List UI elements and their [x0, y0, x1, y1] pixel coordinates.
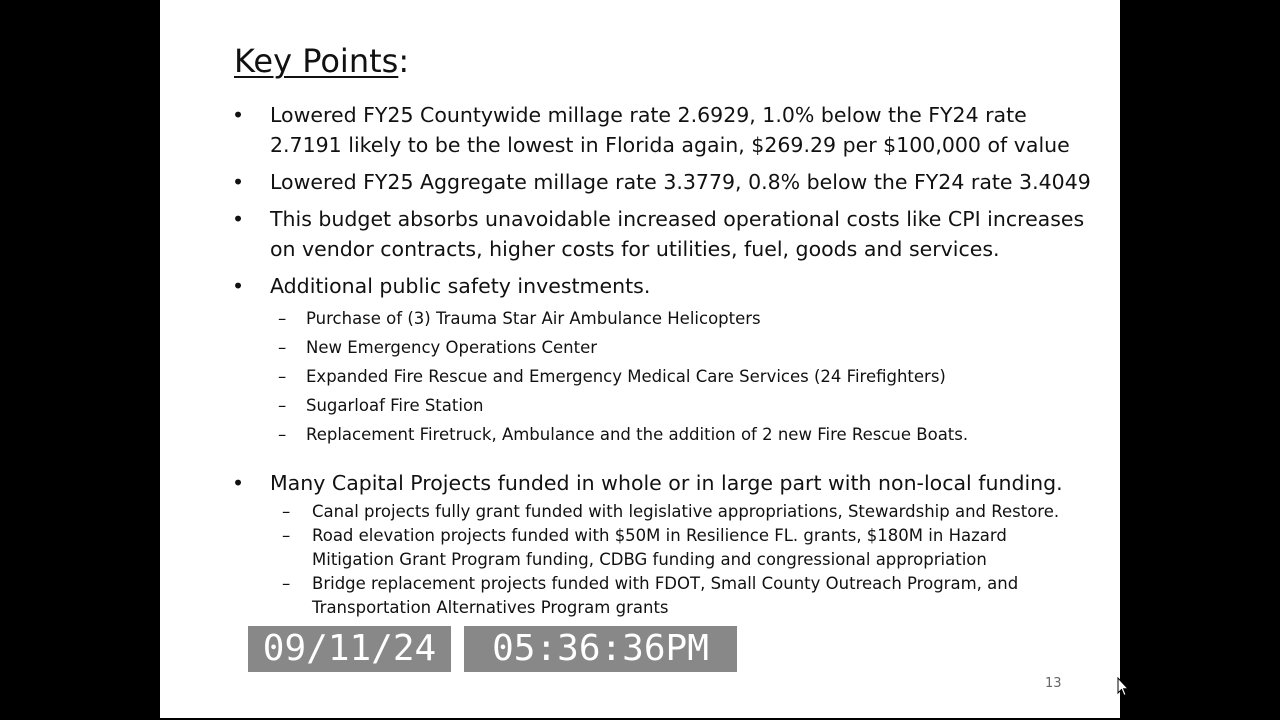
dash-marker: – — [282, 574, 291, 593]
sub-item — [270, 572, 1092, 620]
page-number: 13 — [1045, 676, 1062, 691]
dash-marker: – — [278, 396, 287, 415]
dash-marker: – — [278, 425, 287, 444]
slide — [160, 0, 1120, 718]
bullet-item — [232, 468, 1092, 620]
slide-title-colon: : — [398, 42, 410, 80]
bullet-marker: • — [232, 170, 245, 194]
bullet-marker: • — [232, 274, 245, 298]
sub-item — [270, 365, 1092, 389]
bullet-text: Lowered FY25 Countywide millage rate 2.6929, 1.0% below the FY24 rate 2.7191 likely to be the lowest in Florida again, $269.29 per $100,000 of value — [270, 103, 1070, 157]
slide-title-text: Key Points — [234, 42, 399, 80]
sub-item-text: Bridge replacement projects funded with FDOT, Small County Outreach Program, and Transportation Alternatives Program grants — [312, 574, 1019, 617]
bullet-text: Many Capital Projects funded in whole or in large part with non-local funding. — [270, 471, 1063, 495]
sub-item-text: New Emergency Operations Center — [306, 338, 598, 357]
bullet-marker: • — [232, 207, 245, 231]
sub-item-text: Sugarloaf Fire Station — [306, 396, 484, 415]
timestamp-time: 05:36:36PM — [464, 626, 737, 672]
bullet-text: This budget absorbs unavoidable increased operational costs like CPI increases on vendor contracts, higher costs for utilities, fuel, goods and services. — [270, 207, 1085, 261]
dash-marker: – — [278, 367, 287, 386]
sub-list — [270, 307, 1092, 447]
bullet-text: Additional public safety investments. — [270, 274, 651, 298]
sub-item — [270, 307, 1092, 331]
sub-item — [270, 524, 1092, 572]
sub-item-text: Canal projects fully grant funded with legislative appropriations, Stewardship and Restore. — [312, 502, 1060, 521]
mouse-pointer-icon — [1117, 677, 1129, 697]
bullet-marker: • — [232, 103, 245, 127]
bullet-item — [232, 204, 1092, 264]
sub-item-text: Expanded Fire Rescue and Emergency Medical Care Services (24 Firefighters) — [306, 367, 946, 386]
bullet-item — [232, 271, 1092, 447]
bullet-marker: • — [232, 471, 245, 495]
sub-item — [270, 423, 1092, 447]
sub-item — [270, 500, 1092, 524]
sub-item-text: Replacement Firetruck, Ambulance and the addition of 2 new Fire Rescue Boats. — [306, 425, 969, 444]
timestamp-date: 09/11/24 — [248, 626, 451, 672]
sub-list — [270, 500, 1092, 620]
sub-item-text: Purchase of (3) Trauma Star Air Ambulance Helicopters — [306, 309, 761, 328]
bullet-text: Lowered FY25 Aggregate millage rate 3.3779, 0.8% below the FY24 rate 3.4049 — [270, 170, 1091, 194]
spacer — [232, 454, 1092, 468]
sub-item — [270, 394, 1092, 418]
dash-marker: – — [278, 309, 287, 328]
sub-item-text: Road elevation projects funded with $50M in Resilience FL. grants, $180M in Hazard Mitigation Grant Program funding, CDBG funding and congressional appropriation — [312, 526, 1007, 569]
sub-item — [270, 336, 1092, 360]
bullet-item — [232, 100, 1092, 160]
dash-marker: – — [282, 502, 291, 521]
key-points-list — [232, 100, 1092, 627]
slide-title — [234, 42, 409, 80]
bullet-item — [232, 167, 1092, 197]
dash-marker: – — [278, 338, 287, 357]
dash-marker: – — [282, 526, 291, 545]
